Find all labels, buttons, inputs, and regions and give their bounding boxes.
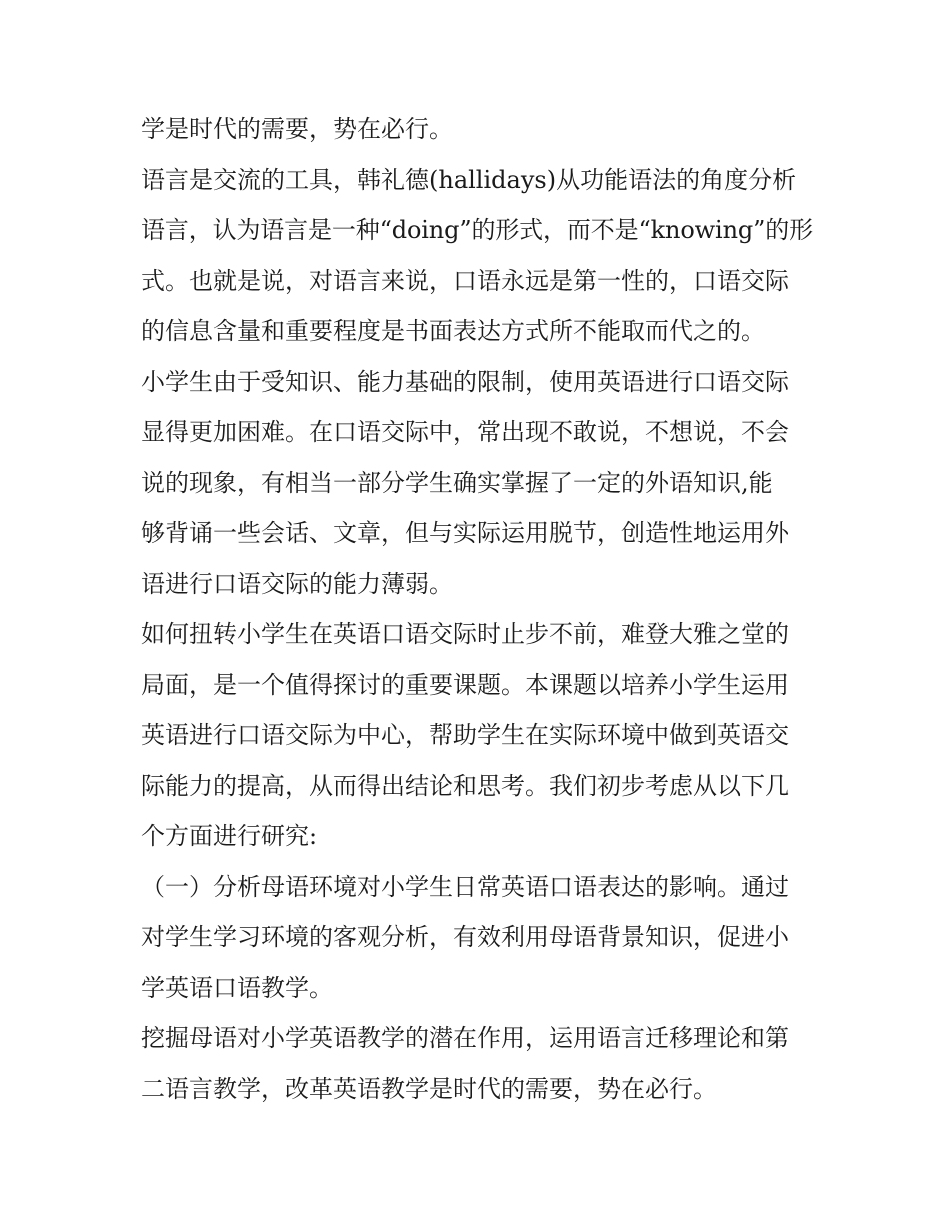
- text-line: 个方面进行研究:: [141, 822, 318, 850]
- text-line: 式。也就是说，对语言来说，口语永远是第一性的，口语交际: [141, 266, 789, 295]
- text-line: 对学生学习环境的客观分析，有效利用母语背景知识，促进小: [141, 923, 789, 951]
- paragraph: [141, 155, 813, 357]
- paragraph: [141, 862, 813, 1014]
- document-body: [141, 104, 813, 1114]
- text-line: 英语进行口语交际为中心，帮助学生在实际环境中做到英语交: [141, 721, 789, 749]
- paragraph: [141, 1013, 813, 1114]
- paragraph: [141, 104, 813, 155]
- text-line: 语言是交流的工具，韩礼德(hallidays)从功能语法的角度分析: [141, 165, 797, 194]
- text-line: 学是时代的需要，势在必行。: [141, 115, 453, 143]
- paragraph: [141, 609, 813, 862]
- text-line: 局面，是一个值得探讨的重要课题。本课题以培养小学生运用: [141, 670, 789, 699]
- text-line: 学英语口语教学。: [141, 973, 333, 1002]
- text-line: 二语言教学，改革英语教学是时代的需要，势在必行。: [141, 1074, 717, 1103]
- text-line: 挖掘母语对小学英语教学的潜在作用，运用语言迁移理论和第: [141, 1024, 789, 1052]
- text-line: 显得更加困难。在口语交际中，常出现不敢说，不想说，不会: [141, 418, 789, 446]
- text-line: 际能力的提高，从而得出结论和思考。我们初步考虑从以下几: [141, 771, 789, 800]
- paragraph: [141, 357, 813, 610]
- text-line: 如何扭转小学生在英语口语交际时止步不前，难登大雅之堂的: [141, 620, 789, 648]
- text-line: 小学生由于受知识、能力基础的限制，使用英语进行口语交际: [141, 367, 789, 396]
- text-line: 说的现象，有相当一部分学生确实掌握了一定的外语知识,能: [141, 468, 773, 497]
- text-line: 够背诵一些会话、文章，但与实际运用脱节，创造性地运用外: [141, 519, 789, 547]
- text-line: 语言，认为语言是一种“doing”的形式，而不是“knowing”的形: [141, 216, 813, 244]
- text-line: （一）分析母语环境对小学生日常英语口语表达的影响。通过: [141, 872, 789, 901]
- text-line: 的信息含量和重要程度是书面表达方式所不能取而代之的。: [141, 317, 765, 345]
- text-line: 语进行口语交际的能力薄弱。: [141, 569, 453, 598]
